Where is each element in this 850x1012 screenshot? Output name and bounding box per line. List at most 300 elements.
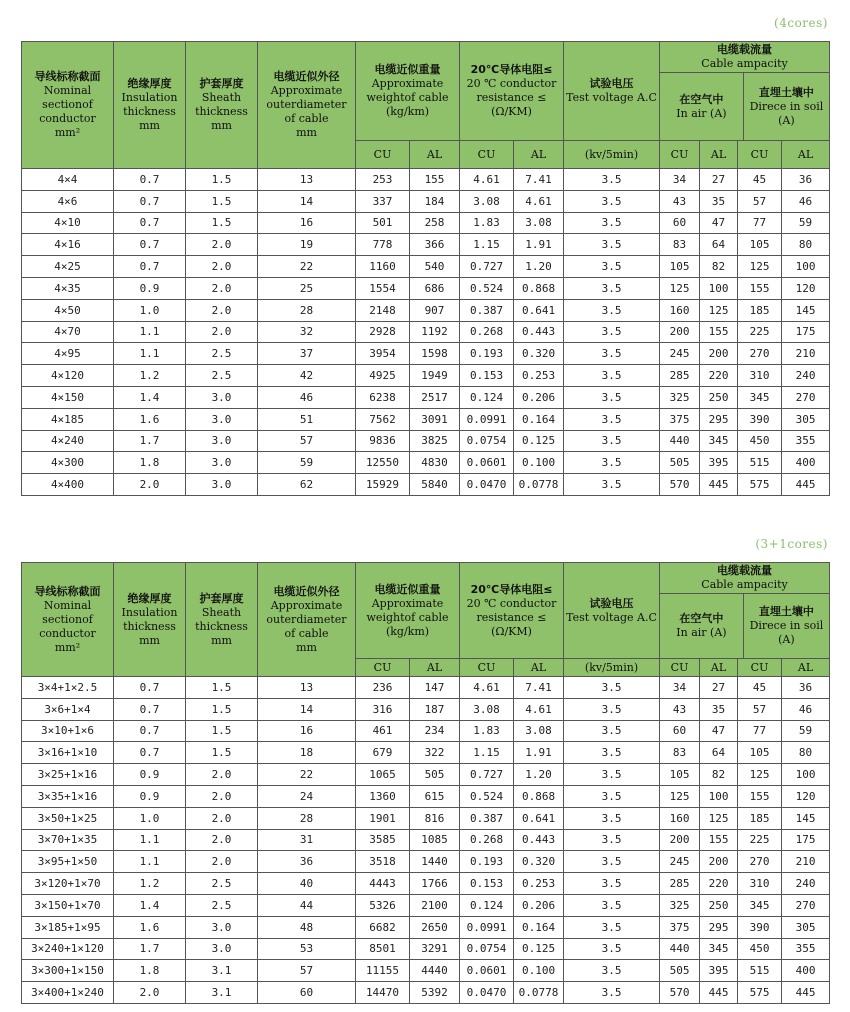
table-cell: 3.08 (460, 698, 514, 720)
table-cell: 3.5 (564, 785, 660, 807)
table-cell: 0.443 (514, 321, 564, 343)
table-cell: 0.641 (514, 807, 564, 829)
table-cell: 225 (738, 321, 782, 343)
table-row (22, 277, 830, 299)
table-cell: 345 (738, 386, 782, 408)
table-cell: 36 (258, 851, 356, 873)
table-cell: 14 (258, 698, 356, 720)
table-cell: 16 (258, 212, 356, 234)
table-cell: 501 (356, 212, 410, 234)
header-resistance-al: AL (514, 659, 564, 677)
table-cell: 337 (356, 190, 410, 212)
table-cell: 0.0778 (514, 982, 564, 1004)
table-cell: 28 (258, 807, 356, 829)
table-row (22, 785, 830, 807)
table-cell: 2.0 (186, 234, 258, 256)
table-cell: 105 (660, 764, 700, 786)
table-caption-3plus1cores: (3+1cores) (755, 537, 828, 551)
table-cell: 3.5 (564, 720, 660, 742)
header-voltage: 试验电压 Test voltage A.C (564, 563, 660, 659)
table-cell: 2.0 (186, 256, 258, 278)
table-cell: 220 (700, 873, 738, 895)
table-cell: 46 (782, 698, 830, 720)
header-in-soil: 直埋土壤中 Direce in soil (A) (749, 605, 824, 646)
table-cell: 3×10+1×6 (22, 720, 114, 742)
table-cell: 345 (700, 938, 738, 960)
table-row (22, 474, 830, 496)
table-cell: 0.868 (514, 277, 564, 299)
table-cell: 0.124 (460, 386, 514, 408)
table-cell: 245 (660, 851, 700, 873)
table-cell: 3.0 (186, 430, 258, 452)
table-cell: 120 (782, 785, 830, 807)
table-cell: 2650 (410, 916, 460, 938)
table-cell: 4×400 (22, 474, 114, 496)
table-cell: 0.0601 (460, 960, 514, 982)
table-cell: 155 (738, 277, 782, 299)
table-cell: 0.9 (114, 277, 186, 299)
table-cell: 1192 (410, 321, 460, 343)
table-cell: 3.5 (564, 321, 660, 343)
table-cell: 51 (258, 408, 356, 430)
table-cell: 0.193 (460, 851, 514, 873)
table-row (22, 321, 830, 343)
table-cell: 125 (738, 764, 782, 786)
table-cell: 4×50 (22, 299, 114, 321)
table-cell: 1.20 (514, 764, 564, 786)
table-cell: 450 (738, 938, 782, 960)
table-cell: 3291 (410, 938, 460, 960)
table-row (22, 408, 830, 430)
header-diameter: 电缆近似外径 Approximate outerdiameter of cable mm (258, 563, 356, 677)
table-cell: 155 (700, 321, 738, 343)
table-row (22, 916, 830, 938)
table-cell: 1.1 (114, 343, 186, 365)
table-cell: 816 (410, 807, 460, 829)
table-row (22, 982, 830, 1004)
table-cell: 1.5 (186, 169, 258, 191)
table-cell: 1.8 (114, 960, 186, 982)
table-row (22, 894, 830, 916)
table-cell: 440 (660, 938, 700, 960)
table-cell: 1.1 (114, 321, 186, 343)
table-cell: 325 (660, 894, 700, 916)
table-cell: 355 (782, 430, 830, 452)
table-cell: 1.7 (114, 430, 186, 452)
table-cell: 1.5 (186, 698, 258, 720)
table-cell: 210 (782, 343, 830, 365)
table-cell: 1.2 (114, 873, 186, 895)
table-cell: 8501 (356, 938, 410, 960)
table-cell: 253 (356, 169, 410, 191)
table-body-4cores (22, 169, 830, 496)
table-cell: 679 (356, 742, 410, 764)
table-cell: 1554 (356, 277, 410, 299)
table-cell: 445 (700, 982, 738, 1004)
table-cell: 1.7 (114, 938, 186, 960)
table-cell: 125 (700, 807, 738, 829)
table-cell: 12550 (356, 452, 410, 474)
table-cell: 3091 (410, 408, 460, 430)
table-cell: 4×70 (22, 321, 114, 343)
table-cell: 27 (700, 169, 738, 191)
table-cell: 100 (700, 277, 738, 299)
table-cell: 3×400+1×240 (22, 982, 114, 1004)
header-soil-al: AL (782, 141, 830, 169)
table-cell: 3.08 (514, 212, 564, 234)
header-air-al: AL (700, 659, 738, 677)
table-cell: 450 (738, 430, 782, 452)
table-cell: 2517 (410, 386, 460, 408)
table-cell: 59 (782, 212, 830, 234)
table-cell: 125 (738, 256, 782, 278)
table-cell: 0.125 (514, 430, 564, 452)
table-cell: 11155 (356, 960, 410, 982)
table-cell: 175 (782, 829, 830, 851)
table-cell: 4×35 (22, 277, 114, 299)
table-cell: 0.124 (460, 894, 514, 916)
table-cell: 0.727 (460, 256, 514, 278)
header-voltage-unit: (kv/5min) (564, 141, 660, 169)
table-cell: 1.15 (460, 742, 514, 764)
table-cell: 0.193 (460, 343, 514, 365)
table-cell: 3.5 (564, 677, 660, 699)
table-cell: 4.61 (460, 169, 514, 191)
table-cell: 2.5 (186, 873, 258, 895)
table-cell: 100 (700, 785, 738, 807)
table-cell: 3.5 (564, 343, 660, 365)
table-cell: 4×16 (22, 234, 114, 256)
table-cell: 4×95 (22, 343, 114, 365)
table-cell: 0.268 (460, 321, 514, 343)
table-cell: 2.5 (186, 894, 258, 916)
table-cell: 1598 (410, 343, 460, 365)
table-cell: 3.5 (564, 960, 660, 982)
table-cell: 0.0991 (460, 408, 514, 430)
table-cell: 77 (738, 720, 782, 742)
table-cell: 34 (660, 677, 700, 699)
table-cell: 2148 (356, 299, 410, 321)
table-cell: 36 (782, 169, 830, 191)
table-cell: 2928 (356, 321, 410, 343)
table-cell: 125 (660, 785, 700, 807)
table-cell: 515 (738, 960, 782, 982)
table-cell: 375 (660, 408, 700, 430)
table-row (22, 829, 830, 851)
header-diameter: 电缆近似外径 Approximate outerdiameter of cable mm (258, 42, 356, 169)
table-cell: 1065 (356, 764, 410, 786)
table-cell: 4.61 (514, 190, 564, 212)
table-row (22, 851, 830, 873)
table-cell: 4×120 (22, 365, 114, 387)
table-cell: 445 (782, 982, 830, 1004)
table-cell: 200 (660, 829, 700, 851)
table-row (22, 960, 830, 982)
table-cell: 43 (660, 190, 700, 212)
table-row (22, 807, 830, 829)
table-row (22, 452, 830, 474)
table-cell: 3×6+1×4 (22, 698, 114, 720)
table-cell: 3×50+1×25 (22, 807, 114, 829)
table-cell: 0.7 (114, 720, 186, 742)
table-row (22, 873, 830, 895)
table-cell: 7562 (356, 408, 410, 430)
table-cell: 0.153 (460, 365, 514, 387)
table-cell: 3×95+1×50 (22, 851, 114, 873)
table-cell: 440 (660, 430, 700, 452)
table-cell: 185 (738, 299, 782, 321)
table-cell: 445 (700, 474, 738, 496)
table-cell: 27 (700, 677, 738, 699)
table-cell: 57 (258, 960, 356, 982)
header-weight-cu: CU (356, 659, 410, 677)
table-cell: 60 (258, 982, 356, 1004)
table-cell: 3.1 (186, 960, 258, 982)
table-cell: 345 (738, 894, 782, 916)
table-cell: 3.5 (564, 299, 660, 321)
table-cell: 184 (410, 190, 460, 212)
table-cell: 1766 (410, 873, 460, 895)
table-cell: 53 (258, 938, 356, 960)
table-cell: 2.0 (186, 851, 258, 873)
table-cell: 82 (700, 764, 738, 786)
table-cell: 125 (700, 299, 738, 321)
table-cell: 35 (700, 190, 738, 212)
table-cell: 1.20 (514, 256, 564, 278)
table-cell: 60 (660, 212, 700, 234)
table-cell: 575 (738, 474, 782, 496)
table-cell: 48 (258, 916, 356, 938)
table-cell: 0.387 (460, 299, 514, 321)
table-cell: 570 (660, 474, 700, 496)
table-cell: 83 (660, 742, 700, 764)
table-cell: 316 (356, 698, 410, 720)
table-cell: 80 (782, 234, 830, 256)
table-cell: 1.91 (514, 742, 564, 764)
table-row (22, 742, 830, 764)
table-cell: 270 (738, 851, 782, 873)
header-in-soil: 直埋土壤中 Direce in soil (A) (749, 85, 824, 127)
table-cell: 4440 (410, 960, 460, 982)
table-cell: 200 (660, 321, 700, 343)
table-cell: 1901 (356, 807, 410, 829)
table-cell: 3.5 (564, 742, 660, 764)
header-weight: 电缆近似重量 Approximate weightof cable (kg/km) (356, 563, 460, 659)
table-cell: 3×35+1×16 (22, 785, 114, 807)
table-cell: 3.5 (564, 851, 660, 873)
table-cell: 400 (782, 452, 830, 474)
table-row (22, 386, 830, 408)
table-cell: 40 (258, 873, 356, 895)
table-cell: 25 (258, 277, 356, 299)
table-cell: 4×4 (22, 169, 114, 191)
table-cell: 4.61 (460, 677, 514, 699)
table-cell: 0.7 (114, 212, 186, 234)
table-cell: 64 (700, 742, 738, 764)
table-row (22, 677, 830, 699)
table-cell: 3.5 (564, 982, 660, 1004)
table-cell: 7.41 (514, 169, 564, 191)
table-cell: 234 (410, 720, 460, 742)
table-cell: 105 (660, 256, 700, 278)
table-cell: 3.5 (564, 916, 660, 938)
table-row (22, 299, 830, 321)
table-cell: 1.5 (186, 677, 258, 699)
table-cell: 285 (660, 873, 700, 895)
header-insulation: 绝缘厚度 Insulation thickness mm (114, 563, 186, 677)
table-row (22, 430, 830, 452)
table-cell: 3.1 (186, 982, 258, 1004)
table-cell: 3.0 (186, 474, 258, 496)
table-cell: 505 (410, 764, 460, 786)
table-cell: 285 (660, 365, 700, 387)
table-cell: 0.9 (114, 764, 186, 786)
table-cell: 3.0 (186, 452, 258, 474)
table-cell: 3.0 (186, 916, 258, 938)
table-cell: 4.61 (514, 698, 564, 720)
table-cell: 0.524 (460, 785, 514, 807)
table-cell: 3.5 (564, 386, 660, 408)
table-cell: 3585 (356, 829, 410, 851)
table-cell: 3.5 (564, 430, 660, 452)
table-cell: 37 (258, 343, 356, 365)
table-cell: 0.0778 (514, 474, 564, 496)
table-cell: 1.2 (114, 365, 186, 387)
table-cell: 15929 (356, 474, 410, 496)
header-section: 导线标称截面 Nominal sectionof conductor mm² (22, 563, 114, 677)
header-ampacity: 电缆载流量 Cable ampacity 在空气中 In air (A) 直埋土壤中 Direce in soil (A) (660, 563, 830, 659)
table-cell: 187 (410, 698, 460, 720)
table-cell: 155 (410, 169, 460, 191)
table-cell: 4×10 (22, 212, 114, 234)
header-air-al: AL (700, 141, 738, 169)
header-sheath: 护套厚度 Sheath thickness mm (186, 42, 258, 169)
table-cell: 1.1 (114, 829, 186, 851)
table-cell: 3×70+1×35 (22, 829, 114, 851)
table-cell: 57 (738, 190, 782, 212)
table-cell: 2.0 (186, 764, 258, 786)
table-cell: 80 (782, 742, 830, 764)
table-cell: 2.0 (186, 807, 258, 829)
table-cell: 3.5 (564, 256, 660, 278)
table-cell: 0.0754 (460, 430, 514, 452)
table-cell: 160 (660, 807, 700, 829)
table-cell: 47 (700, 720, 738, 742)
table-cell: 0.320 (514, 343, 564, 365)
table-cell: 4925 (356, 365, 410, 387)
table-cell: 1.4 (114, 386, 186, 408)
table-row (22, 365, 830, 387)
table-cell: 250 (700, 386, 738, 408)
table-cell: 0.0754 (460, 938, 514, 960)
table-cell: 295 (700, 408, 738, 430)
table-cell: 5326 (356, 894, 410, 916)
table-cell: 3.5 (564, 408, 660, 430)
table-cell: 1.5 (186, 212, 258, 234)
table-cell: 120 (782, 277, 830, 299)
table-cell: 155 (700, 829, 738, 851)
header-soil-cu: CU (738, 141, 782, 169)
header-weight: 电缆近似重量 Approximate weightof cable (kg/km) (356, 42, 460, 141)
table-cell: 155 (738, 785, 782, 807)
table-cell: 0.7 (114, 234, 186, 256)
table-cell: 0.727 (460, 764, 514, 786)
table-cell: 3.5 (564, 894, 660, 916)
table-cell: 28 (258, 299, 356, 321)
table-cell: 13 (258, 677, 356, 699)
table-cell: 3.5 (564, 474, 660, 496)
table-cell: 36 (782, 677, 830, 699)
table-cell: 295 (700, 916, 738, 938)
table-cell: 0.164 (514, 408, 564, 430)
table-cell: 3×150+1×70 (22, 894, 114, 916)
table-cell: 1.0 (114, 299, 186, 321)
table-cell: 5840 (410, 474, 460, 496)
table-cell: 1440 (410, 851, 460, 873)
table-row (22, 169, 830, 191)
table-cell: 3.08 (460, 190, 514, 212)
table-cell: 125 (660, 277, 700, 299)
table-cell: 310 (738, 873, 782, 895)
table-cell: 7.41 (514, 677, 564, 699)
table-cell: 3.5 (564, 169, 660, 191)
table-cell: 1.5 (186, 190, 258, 212)
table-cell: 14470 (356, 982, 410, 1004)
table-cell: 5392 (410, 982, 460, 1004)
header-soil-cu: CU (738, 659, 782, 677)
table-row (22, 698, 830, 720)
table-cell: 2.0 (186, 299, 258, 321)
table-cell: 505 (660, 452, 700, 474)
table-cell: 1160 (356, 256, 410, 278)
table-cell: 43 (660, 698, 700, 720)
table-cell: 60 (660, 720, 700, 742)
table-cell: 3.5 (564, 452, 660, 474)
table-cell: 305 (782, 916, 830, 938)
table-cell: 3.5 (564, 212, 660, 234)
table-cell: 31 (258, 829, 356, 851)
table-body-3plus1cores (22, 677, 830, 1004)
table-cell: 310 (738, 365, 782, 387)
table-cell: 4×6 (22, 190, 114, 212)
table-cell: 3×16+1×10 (22, 742, 114, 764)
table-cell: 160 (660, 299, 700, 321)
table-cell: 236 (356, 677, 410, 699)
table-cell: 4×185 (22, 408, 114, 430)
header-weight-al: AL (410, 659, 460, 677)
table-cell: 3.5 (564, 873, 660, 895)
table-cell: 45 (738, 677, 782, 699)
table-cell: 0.253 (514, 365, 564, 387)
table-cell: 24 (258, 785, 356, 807)
table-cell: 3×240+1×120 (22, 938, 114, 960)
table-cell: 0.9 (114, 785, 186, 807)
table-cell: 62 (258, 474, 356, 496)
table-cell: 4×300 (22, 452, 114, 474)
header-voltage-unit: (kv/5min) (564, 659, 660, 677)
table-cell: 0.0601 (460, 452, 514, 474)
table-cell: 1.5 (186, 720, 258, 742)
table-cell: 105 (738, 234, 782, 256)
table-cell: 2.0 (114, 474, 186, 496)
table-cell: 907 (410, 299, 460, 321)
table-cell: 34 (660, 169, 700, 191)
table-caption-4cores: (4cores) (774, 16, 828, 30)
header-resistance-al: AL (514, 141, 564, 169)
spec-table-4cores (21, 41, 830, 496)
table-cell: 400 (782, 960, 830, 982)
table-cell: 0.443 (514, 829, 564, 851)
